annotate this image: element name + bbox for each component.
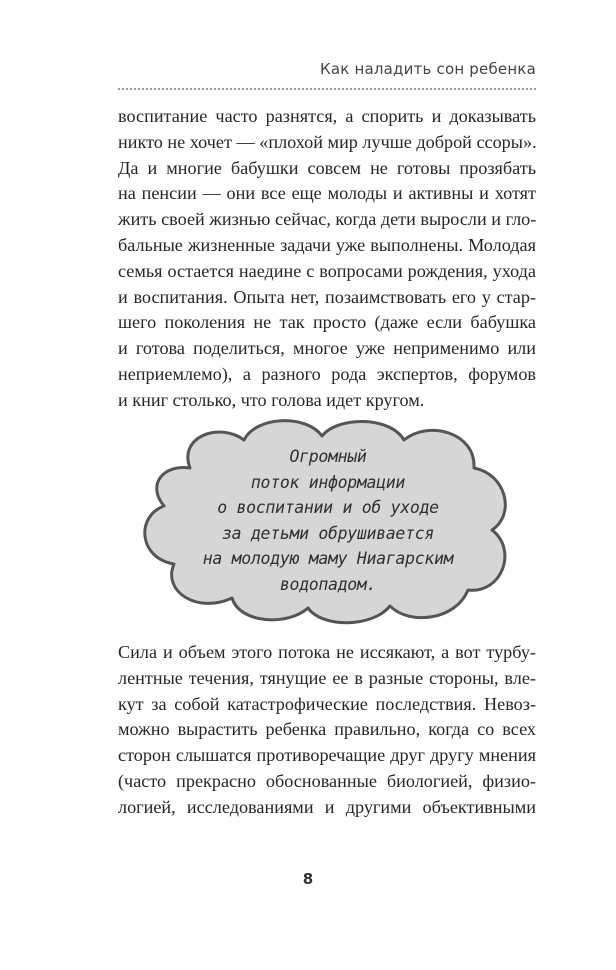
text-line: сторон слышатся противоречащие друг другу мнения xyxy=(118,745,536,766)
callout-line: о воспитании и об уходе xyxy=(217,498,439,517)
text-line: жить своей жизнью сейчас, когда дети выросли и гло- xyxy=(118,209,537,230)
dotted-divider xyxy=(118,88,536,90)
text-line: можно вырастить ребенка правильно, когда со всех xyxy=(118,719,536,740)
text-line: бальные жизненные задачи уже выполнены. Молодая xyxy=(118,234,536,255)
text-line: на пенсии — они все еще молоды и активны и хотят xyxy=(118,183,536,204)
callout-cloud xyxy=(128,418,528,628)
text-line: Сила и объем этого потока не иссякают, а вот турбу- xyxy=(118,642,536,662)
text-line: никто не хочет — «плохой мир лучше доброй ссоры». xyxy=(118,131,537,152)
text-line: воспитание часто разнятся, а спорить и доказывать xyxy=(118,106,536,126)
callout-line: поток информации xyxy=(250,472,406,492)
page-number: 8 xyxy=(302,870,314,888)
text-line: шего поколения не так просто (даже если бабушка xyxy=(118,312,536,333)
callout-text xyxy=(178,444,478,597)
text-line: неприемлемо), а разного рода экспертов, форумов xyxy=(118,363,536,384)
text-line: Да и многие бабушки совсем не готовы прозябать xyxy=(118,157,536,178)
callout-line: Огромный xyxy=(289,447,367,466)
callout-line: за детьми обрушивается xyxy=(222,523,434,543)
callout-line: на молодую маму Ниагарским xyxy=(202,549,454,568)
body-paragraph-2 xyxy=(118,640,536,821)
running-head-title: Как наладить сон ребенка xyxy=(319,60,536,78)
text-line: лентные течения, тянущие ее в разные стороны, вле- xyxy=(118,667,536,688)
callout-line: водопадом. xyxy=(279,574,377,594)
text-line: семья остается наедине с вопросами рождения, ухода xyxy=(118,260,536,281)
text-line: и готова поделиться, многое уже неприменимо или xyxy=(118,338,536,359)
text-line: (часто прекрасно обоснованные биологией, физио- xyxy=(118,770,536,791)
text-line: кут за собой катастрофические последствия. Невоз- xyxy=(118,693,536,714)
body-paragraph-1 xyxy=(118,104,536,414)
text-line: и воспитания. Опыта нет, позаимствовать его у стар- xyxy=(118,286,536,307)
text-line: логией, исследованиями и другими объективными xyxy=(118,796,536,817)
text-line: и книг столько, что голова идет кругом. xyxy=(118,389,425,410)
